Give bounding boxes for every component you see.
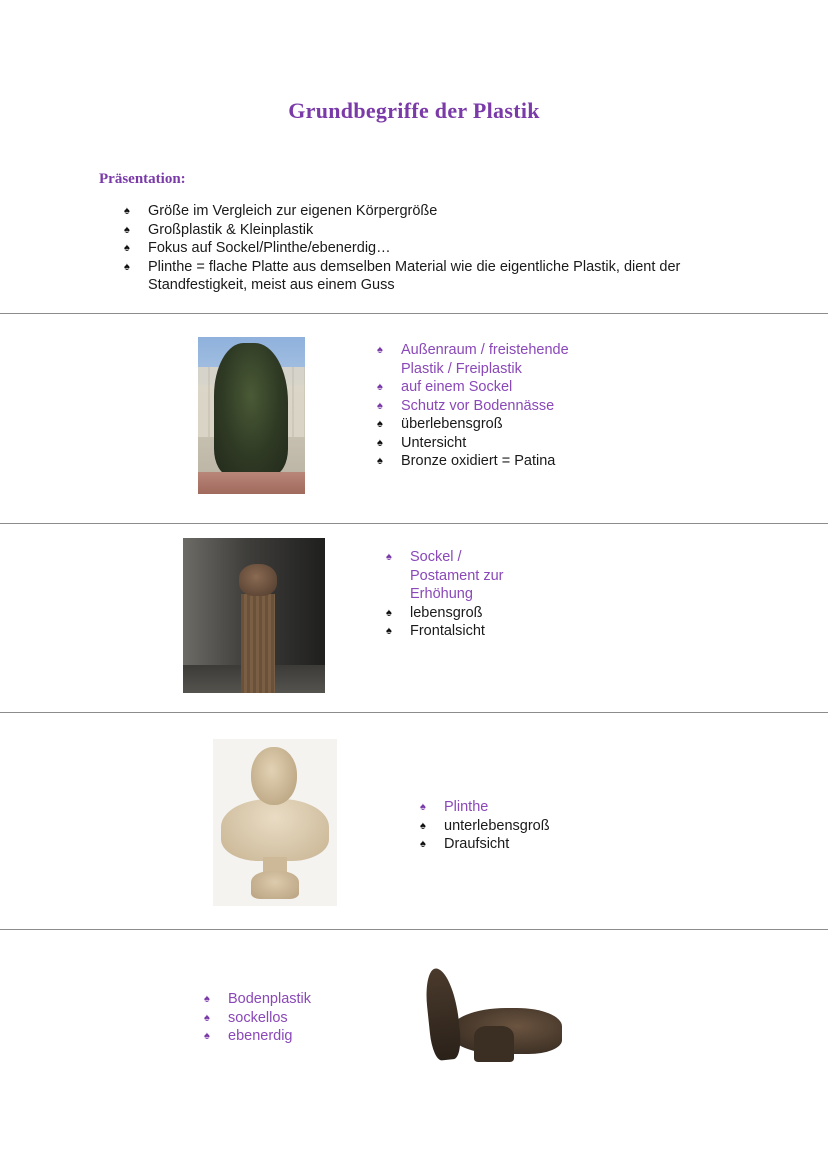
spade-icon: ♠ [377, 418, 383, 430]
spade-icon: ♠ [377, 344, 383, 356]
list-item: ♠ Größe im Vergleich zur eigenen Körpergröße [124, 203, 438, 219]
bust-sculpture-image [213, 739, 337, 906]
list-item: ♠ Plinthe = flache Platte aus demselben Material wie die eigentliche Plastik, dient der Standfestigkeit, meist aus einem Guss [124, 258, 681, 293]
list-item: ♠ überlebensgroß [377, 416, 503, 432]
spade-icon: ♠ [124, 242, 130, 254]
list-item: ♠ sockellos [204, 1009, 288, 1026]
spade-icon: ♠ [204, 1011, 210, 1024]
list-item: ♠ Plinthe [420, 799, 489, 815]
list-item: ♠ Außenraum / freistehende Plastik / Freiplastik [377, 342, 569, 377]
spade-icon: ♠ [377, 455, 383, 467]
spade-icon: ♠ [204, 1030, 210, 1042]
section4-list [204, 990, 384, 1046]
section1-list [377, 341, 582, 471]
spade-icon: ♠ [124, 223, 130, 236]
list-item: ♠ Sockel / Postament zur Erhöhung [386, 549, 504, 602]
spade-icon: ♠ [420, 819, 426, 832]
list-item: ♠ Frontalsicht [386, 623, 485, 639]
spade-icon: ♠ [124, 205, 130, 217]
list-item: ♠ Fokus auf Sockel/Plinthe/ebenerdig… [124, 240, 391, 256]
list-item: ♠ lebensgroß [386, 604, 483, 621]
spade-icon: ♠ [377, 436, 383, 449]
list-item: ♠ unterlebensgroß [420, 817, 550, 834]
section2-list [386, 548, 516, 641]
spade-icon: ♠ [386, 551, 392, 563]
spade-icon: ♠ [386, 606, 392, 619]
list-item: ♠ Großplastik & Kleinplastik [124, 221, 314, 238]
presentation-list [124, 202, 724, 295]
spade-icon: ♠ [377, 399, 383, 412]
list-item: ♠ Schutz vor Bodennässe [377, 397, 555, 414]
divider [0, 313, 828, 314]
presentation-heading: Präsentation: [99, 171, 186, 187]
section3-list [420, 798, 620, 854]
spade-icon: ♠ [386, 625, 392, 637]
divider [0, 523, 828, 524]
page-title: Grundbegriffe der Plastik [288, 98, 540, 123]
reclining-bronze-figure-image [422, 962, 567, 1065]
list-item: ♠ ebenerdig [204, 1028, 293, 1044]
vase-on-pedestal-image [183, 538, 325, 693]
list-item: ♠ Untersicht [377, 434, 467, 451]
thinker-sculpture-image [198, 337, 305, 494]
spade-icon: ♠ [377, 381, 383, 393]
list-item: ♠ auf einem Sockel [377, 379, 513, 395]
list-item: ♠ Bodenplastik [204, 991, 312, 1007]
divider [0, 929, 828, 930]
divider [0, 712, 828, 713]
spade-icon: ♠ [124, 260, 130, 273]
spade-icon: ♠ [420, 838, 426, 850]
list-item: ♠ Bronze oxidiert = Patina [377, 453, 556, 469]
list-item: ♠ Draufsicht [420, 836, 510, 852]
spade-icon: ♠ [420, 801, 426, 813]
spade-icon: ♠ [204, 993, 210, 1005]
